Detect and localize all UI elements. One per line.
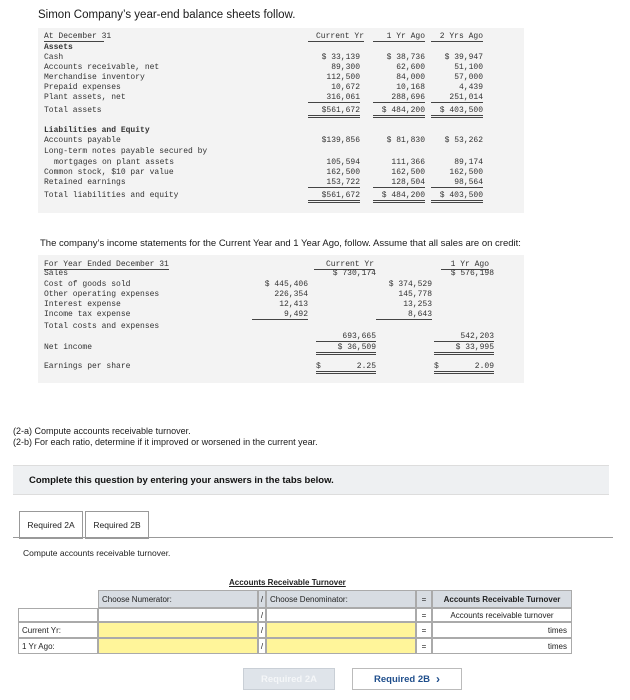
is-row-ago: 145,778 [398,290,432,299]
equals-header: = [416,590,432,608]
bs-row-cur: 316,061 [308,93,360,103]
is-row-label: Other operating expenses [44,290,160,299]
bs-liab-row-label: Retained earnings [44,178,126,187]
bs-row-1yr: 84,000 [396,73,425,82]
bs-liab-row-cur: 105,594 [326,158,360,167]
bs-liab-label: Liabilities and Equity [44,126,150,135]
bs-liab-row-2yr: $ 53,262 [444,136,483,145]
is-row-label: Interest expense [44,300,121,309]
is-eps-ago [434,362,494,374]
bs-row-cur: 10,672 [331,83,360,92]
bs-row-cur: 89,300 [331,63,360,72]
is-total-label: Total costs and expenses [44,322,160,331]
equals-1yr: = [416,638,432,654]
slash-sub: / [258,608,266,622]
bs-total-assets-label: Total assets [44,106,102,115]
bs-header-label: At December 31 [44,32,112,41]
next-button[interactable] [352,668,462,690]
is-row-ago: 13,253 [403,300,432,309]
bs-row-1yr: 62,600 [396,63,425,72]
is-sales-cur: $ 730,174 [332,269,376,278]
question-2b: (2-b) For each ratio, determine if it improved or worsened in the current year. [13,437,318,447]
intro-text: Simon Company’s year-end balance sheets follow. [38,9,296,21]
denominator-header: Choose Denominator: [266,590,416,608]
is-net-ago: $ 33,995 [434,343,494,355]
is-intro: The company’s income statements for the Current Year and 1 Year Ago, follow. Assume that all sales are on credit: [40,238,521,249]
denominator-sub [266,608,416,622]
bs-header-1yr: 1 Yr Ago [373,32,425,42]
bs-row-1yr: $ 38,736 [386,53,425,62]
is-sales-label: Sales [44,269,69,278]
bs-liab-row-2yr: 89,174 [454,158,483,167]
bs-row-2yr: 57,000 [454,73,483,82]
bs-liab-row-2yr: 98,564 [431,178,483,188]
table-title: Accounts Receivable Turnover [229,578,346,587]
balance-sheet [38,28,524,213]
denominator-input-current[interactable] [266,622,416,638]
is-total-cur: 693,665 [316,332,376,342]
bs-total-liab-cur: $561,672 [308,191,360,203]
answer-table [18,578,618,660]
result-sub: Accounts receivable turnover [432,608,572,622]
denominator-input-1yr[interactable] [266,638,416,654]
is-row-label: Income tax expense [44,310,131,319]
bs-liab-row-label: mortgages on plant assets [54,158,175,167]
bs-liab-row-label: Long-term notes payable secured by [44,147,208,156]
slash-1yr: / [258,638,266,654]
bs-assets-label: Assets [44,43,73,52]
bs-row-label: Merchandise inventory [44,73,145,82]
bs-row-2yr: 4,439 [458,83,483,92]
bs-row-cur: $ 33,139 [321,53,360,62]
numerator-sub [98,608,258,622]
bs-liab-row-label: Accounts payable [44,136,121,145]
is-row-cur: 226,354 [274,290,308,299]
next-button-label: Required 2B [374,673,430,685]
bs-liab-row-2yr: 162,500 [449,168,483,177]
bs-liab-row-1yr: 111,366 [391,158,425,167]
prev-button-label: Required 2A [261,673,317,685]
bs-row-2yr: 251,014 [431,93,483,103]
chevron-right-icon: › [435,672,440,686]
bs-row-1yr: 288,696 [373,93,425,103]
tab-required-2b[interactable]: Required 2B [85,511,149,539]
tab-required-2a[interactable]: Required 2A [19,511,83,539]
is-row-ago: $ 374,529 [388,280,432,289]
is-eps-label: Earnings per share [44,362,131,371]
instruction-text: Complete this question by entering your answers in the tabs below. [29,475,334,486]
bs-row-label: Prepaid expenses [44,83,121,92]
bs-header-current: Current Yr [308,32,364,42]
is-header-1yr: 1 Yr Ago [441,260,489,270]
bs-liab-row-1yr: 162,500 [391,168,425,177]
instruction-box [13,465,609,495]
result-header: Accounts Receivable Turnover [432,590,572,608]
bs-row-2yr: 51,100 [454,63,483,72]
result-current [432,622,572,638]
bs-row-1yr: 10,168 [396,83,425,92]
bs-row-label: Cash [44,53,64,62]
numerator-header-label: Choose Numerator: [102,594,172,604]
is-header-current: Current Yr [314,260,374,270]
bs-total-assets-1yr: $ 484,200 [373,106,425,118]
bs-liab-row-1yr: $ 81,830 [386,136,425,145]
row-label-empty [18,608,98,622]
task-text: Compute accounts receivable turnover. [23,548,171,558]
prev-button[interactable] [243,668,335,690]
question-2a: (2-a) Compute accounts receivable turnover. [13,426,191,436]
row-label-current: Current Yr: [18,622,98,638]
unit-current: times [547,625,567,635]
is-net-cur: $ 36,509 [316,343,376,355]
is-row-ago: 8,643 [376,310,432,320]
equals-current: = [416,622,432,638]
bs-header-2yr: 2 Yrs Ago [431,32,483,42]
bs-liab-row-1yr: 128,504 [373,178,425,188]
is-row-cur: 12,413 [279,300,308,309]
is-net-label: Net income [44,343,93,352]
bs-row-label: Plant assets, net [44,93,126,102]
row-label-1yr: 1 Yr Ago: [18,638,98,654]
bs-liab-row-cur: 162,500 [326,168,360,177]
is-sales-ago: $ 576,198 [450,269,494,278]
bs-liab-row-cur: $139,856 [321,136,360,145]
bs-total-liab-2yr: $ 403,500 [431,191,483,203]
is-eps-cur-symbol: $ [316,362,321,371]
numerator-header [98,590,258,608]
bs-total-liab-1yr: $ 484,200 [373,191,425,203]
income-statement [38,255,524,383]
bs-row-2yr: $ 39,947 [444,53,483,62]
numerator-input-1yr[interactable] [98,638,258,654]
unit-1yr: times [547,641,567,651]
bs-liab-row-cur: 153,722 [308,178,360,188]
slash-current: / [258,622,266,638]
numerator-input-current[interactable] [98,622,258,638]
result-1yr [432,638,572,654]
bs-total-assets-2yr: $ 403,500 [431,106,483,118]
slash-header: / [258,590,266,608]
is-eps-ago-symbol: $ [434,362,439,371]
is-eps-cur-value: 2.25 [356,362,376,371]
is-header-label: For Year Ended December 31 [44,260,169,269]
bs-total-liab-label: Total liabilities and equity [44,191,179,200]
bs-total-assets-cur: $561,672 [308,106,360,118]
is-eps-ago-value: 2.09 [474,362,494,371]
bs-row-label: Accounts receivable, net [44,63,160,72]
bs-row-cur: 112,500 [326,73,360,82]
is-eps-cur [316,362,376,374]
bs-liab-row-label: Common stock, $10 par value [44,168,174,177]
is-row-cur: $ 445,406 [264,280,308,289]
is-row-cur: 9,492 [252,310,308,320]
is-row-label: Cost of goods sold [44,280,131,289]
is-total-ago: 542,203 [434,332,494,342]
equals-sub: = [416,608,432,622]
